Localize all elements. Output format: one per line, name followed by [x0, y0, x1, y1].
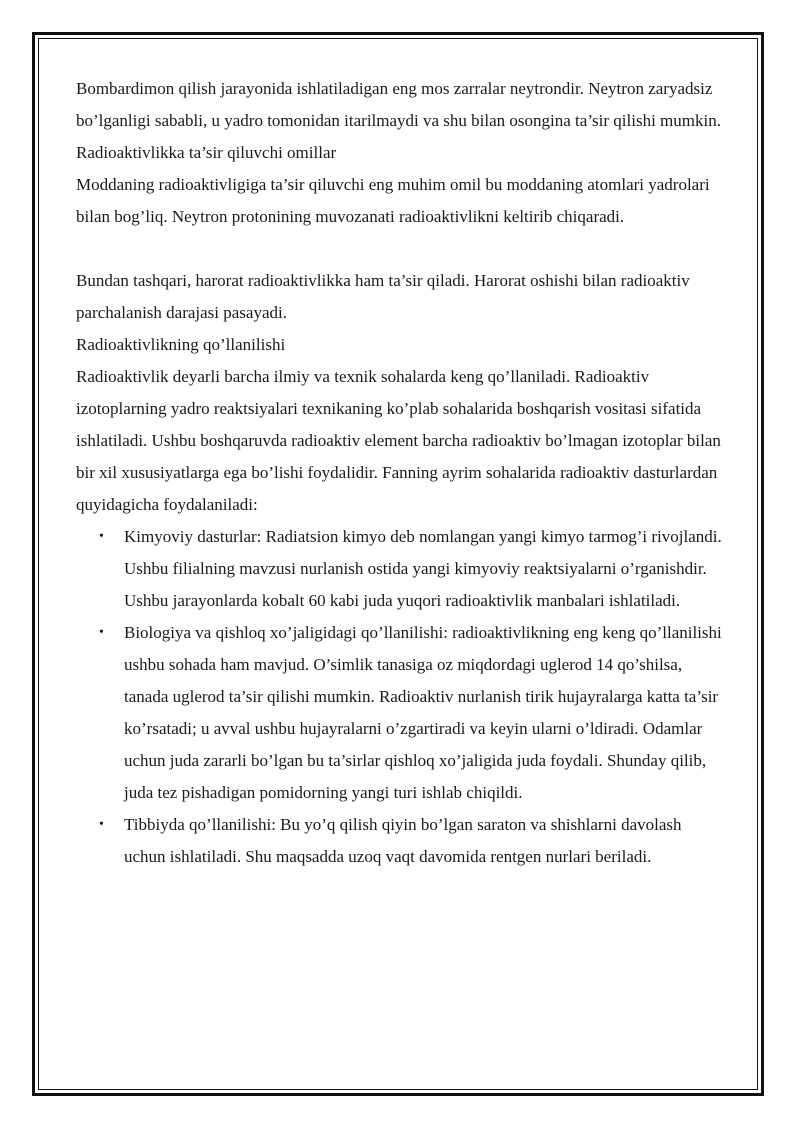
applications-list [76, 521, 726, 873]
paragraph-temperature: Bundan tashqari, harorat radioaktivlikka ham ta’sir qiladi. Harorat oshishi bilan radioaktiv parchalanish darajasi pasayadi. [76, 271, 690, 322]
paragraph-applications: Radioaktivlik deyarli barcha ilmiy va texnik sohalarda keng qo’llaniladi. Radioaktiv izotoplarning yadro reaktsiyalari texnikaning ko’plab sohalarida boshqarish vositasi sifatida ishlatiladi. Ushbu boshqaruvda radioaktiv element barcha radioaktiv bo’lmagan izotoplar bilan bir xil xususiyatlarga ega bo’lishi foydalidir. Fanning ayrim sohalarida radioaktiv dasturlardan quyidagicha foydalaniladi: [76, 367, 721, 514]
list-item [76, 809, 726, 873]
bullet-icon: • [99, 817, 104, 832]
list-item-text: Tibbiyda qo’llanilishi: Bu yo’q qilish qiyin bo’lgan saraton va shishlarni davolash uchun ishlatiladi. Shu maqsadda uzoq vaqt davomida rentgen nurlari beriladi. [124, 815, 682, 866]
list-item [76, 521, 726, 617]
bullet-icon: • [99, 625, 104, 640]
paragraph-factors: Moddaning radioaktivligiga ta’sir qiluvchi eng muhim omil bu moddaning atomlari yadrolari bilan bog’liq. Neytron protonining muvozanati radioaktivlikni keltirib chiqaradi. [76, 175, 710, 226]
paragraph-neutron: Bombardimon qilish jarayonida ishlatiladigan eng mos zarralar neytrondir. Neytron zaryadsiz bo’lganligi sababli, u yadro tomonidan itarilmaydi va shu bilan osongina ta’sir qilishi mumkin. [76, 79, 721, 130]
document-body [76, 73, 726, 873]
bullet-icon: • [99, 529, 104, 544]
blank-line [76, 233, 726, 265]
list-item-text: Kimyoviy dasturlar: Radiatsion kimyo deb nomlangan yangi kimyo tarmog’i rivojlandi. Ushbu filialning mavzusi nurlanish ostida yangi kimyoviy reaktsiyalarni o’rganishdir. Ushbu jarayonlarda kobalt 60 kabi juda yuqori radioaktivlik manbalari ishlatiladi. [124, 527, 722, 610]
heading-factors: Radioaktivlikka ta’sir qiluvchi omillar [76, 143, 337, 162]
heading-applications: Radioaktivlikning qo’llanilishi [76, 335, 286, 354]
list-item-text: Biologiya va qishloq xo’jaligidagi qo’llanilishi: radioaktivlikning eng keng qo’llanilishi ushbu sohada ham mavjud. O’simlik tanasiga oz miqdordagi uglerod 14 qo’shilsa, tanada uglerod ta’sir qilishi mumkin. Radioaktiv nurlanish tirik hujayralarga katta ta’sir ko’rsatadi; u avval ushbu hujayralarni o’zgartiradi va keyin ularni o’ldiradi. Odamlar uchun juda zararli bo’lgan bu ta’sirlar qishloq xo’jaligida juda foydali. Shunday qilib, juda tez pishadigan pomidorning yangi turi ishlab chiqildi. [124, 623, 722, 802]
list-item [76, 617, 726, 809]
